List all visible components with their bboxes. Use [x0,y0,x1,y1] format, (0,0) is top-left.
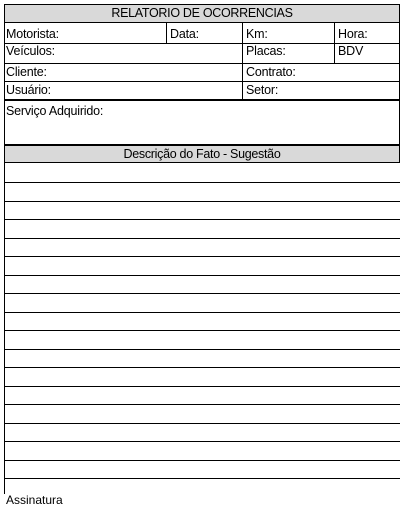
description-header [4,145,400,163]
servico-label: Serviço Adquirido: [6,104,104,118]
data-label: Data: [170,27,199,41]
cell-divider [166,22,167,44]
writing-line [4,441,400,442]
row-separator [4,63,400,64]
writing-line [4,182,400,183]
description-header-text: Descrição do Fato - Sugestão [123,147,281,161]
writing-line [4,219,400,220]
description-area [4,162,400,494]
cell-divider [242,63,243,100]
writing-line [4,201,400,202]
setor-label: Setor: [246,83,279,97]
writing-line [4,460,400,461]
veiculos-label: Veículos: [6,44,55,58]
writing-line [4,349,400,350]
writing-line [4,312,400,313]
writing-line [4,275,400,276]
writing-line [4,367,400,368]
row-separator [4,81,400,82]
writing-line [4,238,400,239]
contrato-label: Contrato: [246,65,296,79]
writing-line [4,256,400,257]
motorista-label: Motorista: [6,27,59,41]
km-label: Km: [246,27,268,41]
writing-line [4,404,400,405]
hora-label: Hora: [338,27,368,41]
cell-divider [334,22,335,63]
writing-line [4,330,400,331]
footer-signature: Assinatura [6,493,63,507]
usuario-label: Usuário: [6,83,51,97]
placas-value: BDV [338,44,364,58]
form-title [4,4,400,23]
cell-divider [242,22,243,63]
writing-line [4,386,400,387]
writing-line [4,478,400,479]
placas-label: Placas: [246,44,286,58]
cliente-label: Cliente: [6,65,47,79]
form-title-text: RELATORIO DE OCORRENCIAS [111,6,293,20]
writing-line [4,293,400,294]
writing-line [4,423,400,424]
